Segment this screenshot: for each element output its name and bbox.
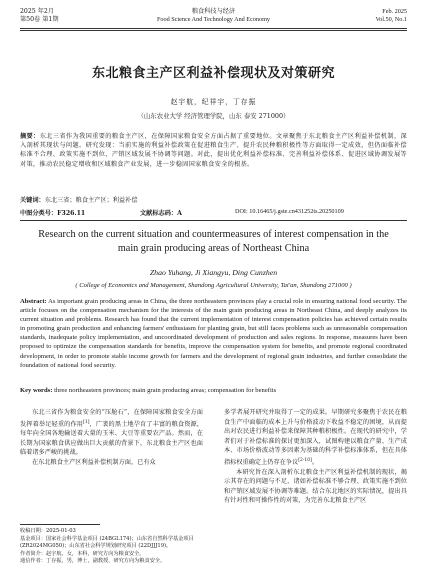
classification-line: [20, 208, 407, 218]
keywords-en-label: Key words:: [20, 387, 53, 394]
keywords-en-text: three northeastern provinces; main grain producing areas; compensation for benefits: [54, 387, 277, 394]
corresponding-author: 通信作者：丁存振，男，博士，副教授，研究方向为粮食安全。: [20, 558, 166, 564]
body-column-right: [224, 408, 407, 506]
abstract-en-text: As important grain producing areas in China, the three northeastern provinces play a crucial role in ensuring national food security. The article focuses on the compensation mechanism for the interests of the main grain producing areas in Northeast China, and deeply analyzes its current situation and problems. Research has found that the current implementation of interest compensation policies has achieved certain results in promoting grain production and enhancing farmers' enthusiasm for planting grain, but still faces problems such as unreasonable compensation standards, inadequate policy implementation, and uncoordinated development of production and sales regions. In response, measures have been proposed to optimize the compensation standards for benefits, improve the compensation system for benefits, and promote regional coordinated development, in order to promote stable income growth for farmers and the development of regional grain industries, and further consolidate the foundation of national food security.: [20, 298, 407, 369]
author-info: 作者简介：赵宇航，女，本科，研究方向为粮食安全。: [20, 550, 145, 557]
issue-date-en: Feb. 2025: [382, 8, 407, 15]
abstract-cn: [20, 132, 407, 169]
body-paragraph: [20, 408, 203, 458]
journal-name-en: Food Science And Technology And Economy: [156, 16, 271, 23]
clc-number: 中图分类号：F326.11: [20, 210, 86, 217]
abstract-cn-text: 东北三省作为我国重要的粮食主产区，在保障国家粮食安全方面占据了重要地位。文章聚焦于东北粮食主产区利益补偿机制，深入剖析其现状与问题。研究发现：当前实施的利益补偿政策在促进粮食生产、提升农民种粮积极性等方面取得一定成效，但仍面临补偿标准不合理、政策实施不到位、产销区域发展不协调等问题。对此，提出优化利益补偿标准、完善利益补偿体系、促进区域协调发展等对策，推动农民稳定增收和区域粮食产业发展，进一步稳固国家粮食安全的根基。: [20, 133, 407, 168]
header-rule-thin: [20, 30, 407, 31]
page-title-en: Research on the current situation and countermeasures of interest compensation in the main grain producing areas of Northeast China: [38, 229, 389, 254]
meta-rule: [20, 220, 407, 221]
abstract-en-label: Abstract:: [20, 298, 47, 305]
citation-ref: [1]: [83, 419, 90, 425]
body-paragraph: [224, 408, 407, 468]
footnote: [20, 528, 203, 566]
volume-en: Vol.50, No.1: [375, 16, 407, 23]
body-text: 。: [311, 459, 319, 467]
body-text: 东北三省作为粮食安全的“压舱石”，在保障国家粮食安全方面发挥着举足轻重的作用: [20, 409, 203, 428]
doi: DOI: 10.16465/j.gste.cn431252ts.20250109: [235, 208, 344, 215]
page-title-cn: 东北粮食主产区利益补偿现状及对策研究: [91, 66, 335, 81]
issue-volume: [375, 8, 407, 24]
authors-cn: 赵宇航，纪祥宇，丁存振: [170, 98, 257, 106]
received-date: 收稿日期：2025-01-03: [20, 528, 76, 534]
abstract-cn-label: 摘要：: [20, 133, 40, 140]
keywords-en: [20, 386, 407, 395]
fund-info: 基金项目：国家社会科学基金项目 (24BGL174)；山东省自然科学基金项目 (ZR2024MG050)；山东省社会科学规划研究项目 (22DJJJ19)。: [20, 535, 194, 549]
header-rule: [20, 28, 407, 29]
footnote-rule: [20, 524, 100, 525]
authors-en: Zhao Yuhang, Ji Xiangyu, Ding Cunzhen: [149, 268, 278, 277]
affiliation-en: ( College of Economics and Management, Shandong Agricultural University, Tai'an, Shandong 271000 ): [75, 282, 352, 289]
keywords-cn-label: 关键词：: [20, 197, 45, 204]
journal-name: [20, 8, 407, 24]
citation-ref: [2-10]: [298, 457, 312, 463]
body-text: 多学者展开研究并取得了一定的成果。早期研究多聚焦于农民在粮食生产中面临的成本上升与价格波动下收益不稳定的困境，从而提出对农民进行利益补偿来保障其种粮积极性。在现代的研究中，学者们对于补偿标准的探讨更加深入，试图构建以粮食产量、生产成本、市场价格波动等多因素为基础的科学补偿标准体系，但在具体指标权重确定上仍存在争议: [224, 409, 407, 467]
body-text: ，广袤的黑土地孕育了丰富的粮食资源，每年向全国各地输送着大量的玉米、大豆等重要农产品。然而，在长期为国家粮食供应做出巨大贡献的背景下，东北粮食主产区也面临着诸多严峻的挑战。: [20, 420, 204, 457]
issue-date-cn: 2025 年2月: [20, 8, 55, 15]
affiliation-cn: （山东农业大学 经济管理学院，山东 泰安 271000）: [137, 112, 290, 120]
body-column-left: [20, 408, 203, 468]
journal-name-cn: 粮食科技与经济: [191, 8, 236, 15]
body-paragraph: 在东北粮食主产区利益补偿机制方面，已有众: [32, 459, 156, 467]
document-code: 文献标志码：A: [140, 210, 182, 217]
keywords-cn: [20, 196, 407, 205]
abstract-en: [20, 297, 407, 370]
keywords-cn-text: 东北三省；粮食主产区；利益补偿: [44, 197, 138, 204]
body-paragraph: 本研究旨在深入剖析东北粮食主产区利益补偿机制的现状，揭示其存在的问题与不足，诸如补偿标准不够合理、政策实施不到位和产销区域发展不协调等难题。结合东北地区的实际情况，提出具有针对性和可操作性的对策，为完善东北粮食主产区: [224, 468, 407, 505]
volume-cn: 第50卷 第1期: [20, 16, 59, 23]
